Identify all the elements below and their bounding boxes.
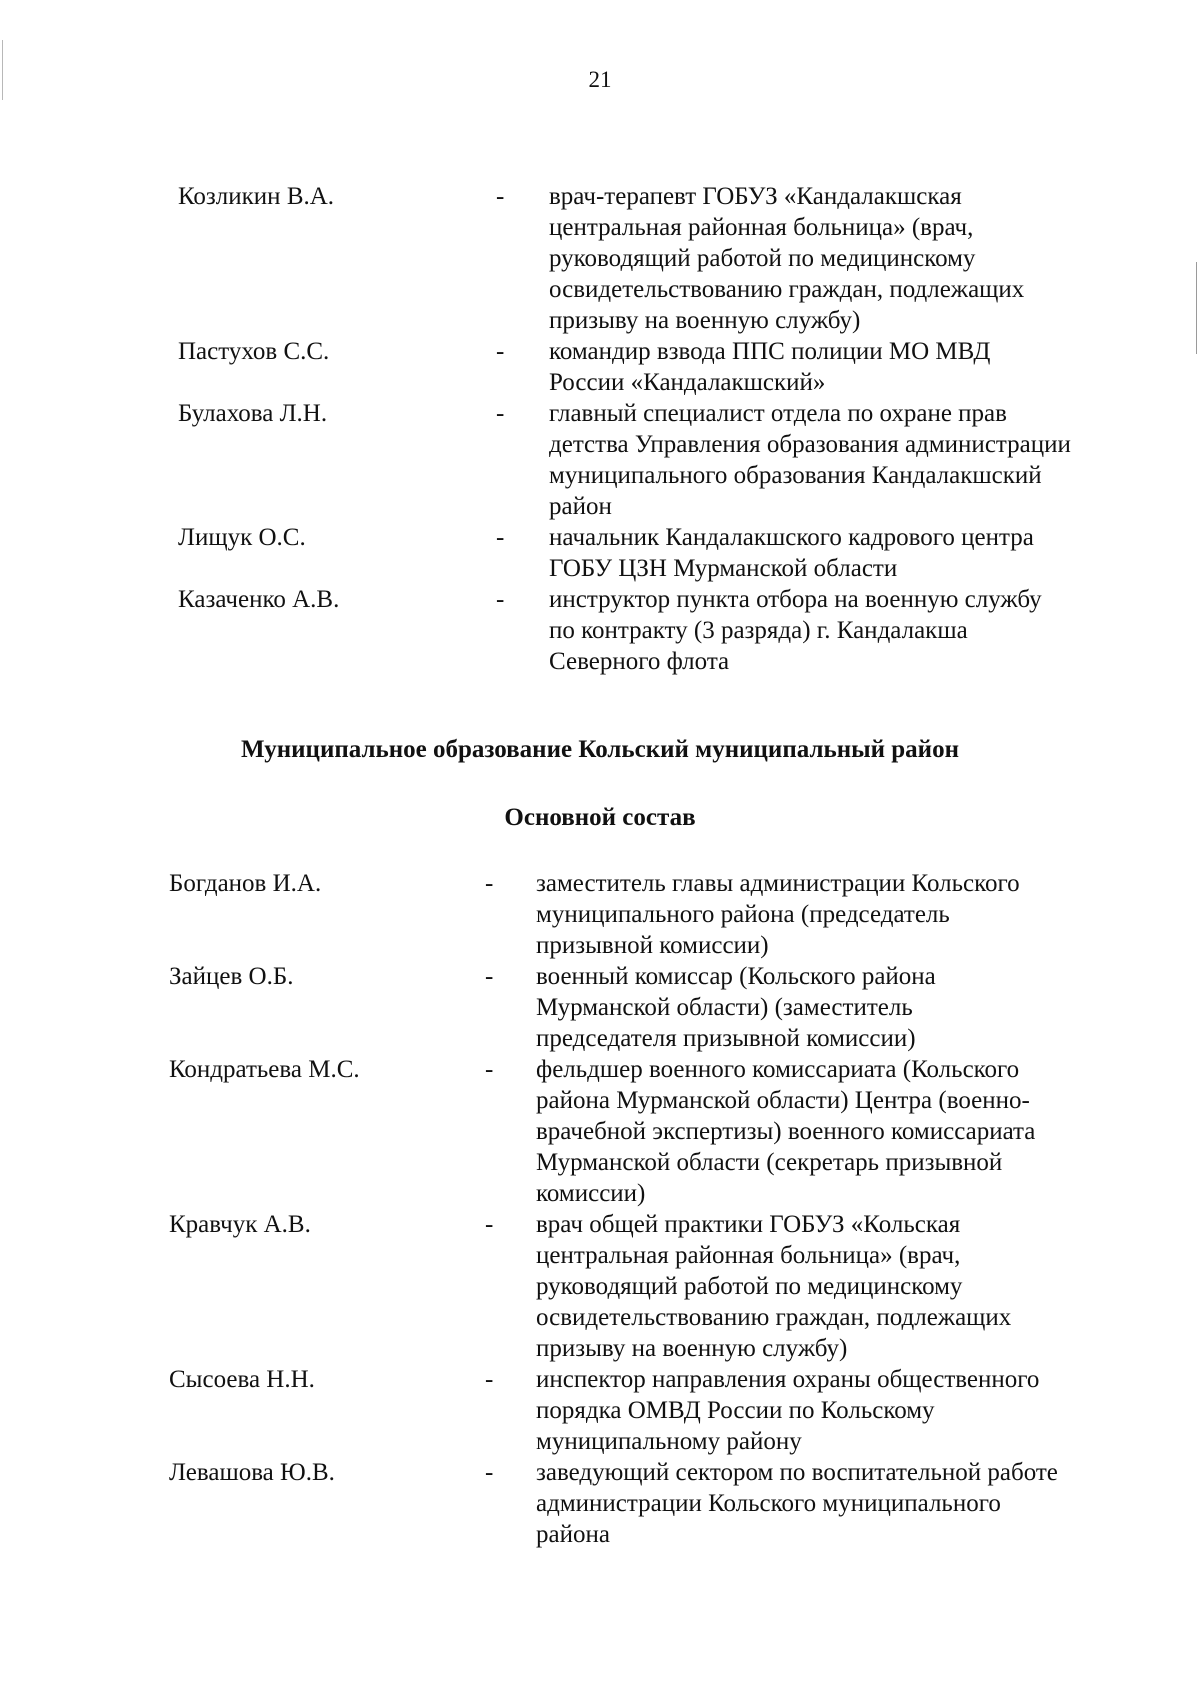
member-position: командир взвода ППС полиции МО МВД России «Кандалакшский» [549,338,991,396]
member-entry [0,584,1200,677]
member-entry [0,181,1200,336]
dash-separator: - [496,524,505,551]
dash-separator: - [496,400,505,427]
member-position: главный специалист отдела по охране прав детства Управления образования администрации муниципального образования Кандалакшский район [549,400,1071,520]
member-entry [0,1457,1200,1550]
section-subtitle: Основной состав [504,804,696,831]
dash-separator: - [485,870,494,897]
member-name: Козликин В.А. [178,183,335,210]
member-name: Сысоева Н.Н. [169,1366,315,1393]
member-position: инспектор направления охраны общественного порядка ОМВД России по Кольскому муниципальному району [536,1366,1040,1455]
member-name: Лищук О.С. [178,524,306,551]
dash-separator: - [485,1366,494,1393]
member-name: Кондратьева М.С. [169,1056,360,1083]
dash-separator: - [485,1211,494,1238]
member-name: Зайцев О.Б. [169,963,294,990]
member-position: фельдшер военного комиссариата (Кольского района Мурманской области) Центра (военно- врачебной экспертизы) военного комиссариата Мурманской области (секретарь призывной комиссии) [536,1056,1036,1207]
member-entry [0,868,1200,961]
member-entry [0,336,1200,398]
section-title: Муниципальное образование Кольский муниципальный район [240,736,959,763]
dash-separator: - [496,586,505,613]
member-position: врач общей практики ГОБУЗ «Кольская центральная районная больница» (врач, руководящий работой по медицинскому освидетельствованию граждан, подлежащих призыву на военную службу) [536,1211,1012,1362]
member-list-kandalaksha [0,181,1200,677]
member-name: Кравчук А.В. [169,1211,311,1238]
member-position: заместитель главы администрации Кольского муниципального района (председатель призывной комиссии) [536,870,1020,959]
member-name: Левашова Ю.В. [169,1459,335,1486]
member-position: врач-терапевт ГОБУЗ «Кандалакшская центральная районная больница» (врач, руководящий работой по медицинскому освидетельствованию граждан, подлежащих призыву на военную службу) [549,183,1025,334]
member-position: инструктор пункта отбора на военную службу по контракту (3 разряда) г. Кандалакша Северного флота [549,586,1042,675]
page-number: 21 [588,67,612,92]
dash-separator: - [485,963,494,990]
member-entry [0,398,1200,522]
member-entry [0,1364,1200,1457]
member-position: заведующий сектором по воспитательной работе администрации Кольского муниципального района [536,1459,1058,1548]
member-name: Булахова Л.Н. [178,400,328,427]
dash-separator: - [485,1056,494,1083]
member-list-kola-main [0,868,1200,1550]
member-name: Казаченко А.В. [178,586,340,613]
member-entry [0,1054,1200,1209]
member-position: начальник Кандалакшского кадрового центра ГОБУ ЦЗН Мурманской области [549,524,1034,582]
member-entry [0,961,1200,1054]
member-entry [0,522,1200,584]
dash-separator: - [485,1459,494,1486]
dash-separator: - [496,338,505,365]
member-name: Пастухов С.С. [178,338,330,365]
member-entry [0,1209,1200,1364]
member-position: военный комиссар (Кольского района Мурманской области) (заместитель председателя призывной комиссии) [536,963,936,1052]
member-name: Богданов И.А. [169,870,322,897]
dash-separator: - [496,183,505,210]
